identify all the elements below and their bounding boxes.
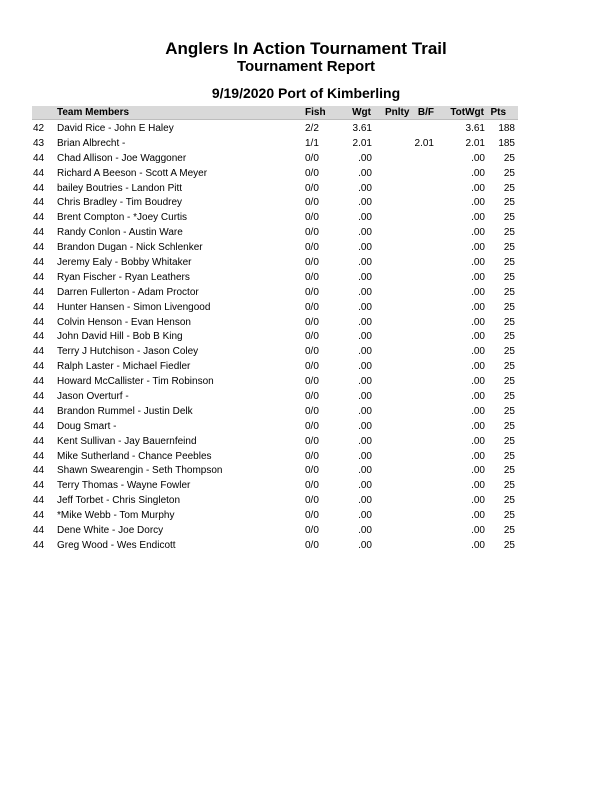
rank-cell: 44 <box>33 316 45 328</box>
rank-cell: 44 <box>33 286 45 298</box>
fish-cell: 0/0 <box>305 405 319 417</box>
total-weight-cell: .00 <box>471 167 485 179</box>
team-members-cell: David Rice - John E Haley <box>57 123 174 134</box>
header-team-members: Team Members <box>57 107 130 118</box>
weight-cell: .00 <box>358 465 372 477</box>
weight-cell: .00 <box>358 510 372 522</box>
weight-cell: .00 <box>358 346 372 358</box>
points-cell: 25 <box>503 361 515 373</box>
team-members-cell: Colvin Henson - Evan Henson <box>57 316 191 328</box>
table-row <box>32 271 518 286</box>
total-weight-cell: .00 <box>471 539 485 551</box>
event-title: 9/19/2020 Port of Kimberling <box>211 85 401 101</box>
rank-cell: 44 <box>33 227 45 239</box>
points-cell: 25 <box>503 405 515 417</box>
fish-cell: 0/0 <box>305 435 319 447</box>
total-weight-cell: .00 <box>471 525 485 537</box>
fish-cell: 1/1 <box>305 137 319 149</box>
total-weight-cell: .00 <box>471 271 485 283</box>
fish-cell: 0/0 <box>305 495 319 507</box>
points-cell: 25 <box>503 271 515 283</box>
rank-cell: 44 <box>33 361 45 373</box>
rank-cell: 44 <box>33 480 45 492</box>
rank-cell: 44 <box>33 331 45 343</box>
weight-cell: .00 <box>358 376 372 388</box>
total-weight-cell: .00 <box>471 301 485 313</box>
weight-cell: .00 <box>358 435 372 447</box>
total-weight-cell: .00 <box>471 361 485 373</box>
fish-cell: 0/0 <box>305 346 319 358</box>
points-cell: 25 <box>503 391 515 403</box>
points-cell: 25 <box>503 301 515 313</box>
table-row <box>32 479 518 494</box>
total-weight-cell: .00 <box>471 495 485 507</box>
table-row <box>32 494 518 509</box>
total-weight-cell: .00 <box>471 465 485 477</box>
points-cell: 25 <box>503 227 515 239</box>
total-weight-cell: .00 <box>471 257 485 269</box>
team-members-cell: Randy Conlon - Austin Ware <box>57 227 183 239</box>
table-row <box>32 316 518 331</box>
table-row <box>32 450 518 465</box>
team-members-cell: Ralph Laster - Michael Fiedler <box>57 361 191 373</box>
weight-cell: .00 <box>358 227 372 239</box>
rank-cell: 44 <box>33 152 45 164</box>
team-members-cell: Chris Bradley - Tim Boudrey <box>57 197 183 209</box>
table-row <box>32 256 518 271</box>
header-fish: Fish <box>305 107 326 118</box>
rank-cell: 44 <box>33 346 45 358</box>
table-row <box>32 524 518 539</box>
total-weight-cell: .00 <box>471 152 485 164</box>
rank-cell: 44 <box>33 167 45 179</box>
table-row <box>32 137 518 152</box>
report-title: Tournament Report <box>236 58 376 75</box>
weight-cell: 3.61 <box>352 123 372 134</box>
total-weight-cell: .00 <box>471 212 485 224</box>
total-weight-cell: .00 <box>471 391 485 403</box>
rank-cell: 44 <box>33 450 45 462</box>
weight-cell: .00 <box>358 167 372 179</box>
fish-cell: 0/0 <box>305 286 319 298</box>
rank-cell: 44 <box>33 376 45 388</box>
weight-cell: .00 <box>358 257 372 269</box>
weight-cell: .00 <box>358 391 372 403</box>
weight-cell: .00 <box>358 361 372 373</box>
total-weight-cell: .00 <box>471 316 485 328</box>
table-row <box>32 420 518 435</box>
weight-cell: .00 <box>358 331 372 343</box>
points-cell: 25 <box>503 465 515 477</box>
table-row <box>32 241 518 256</box>
points-cell: 25 <box>503 435 515 447</box>
weight-cell: .00 <box>358 405 372 417</box>
points-cell: 25 <box>503 212 515 224</box>
rank-cell: 44 <box>33 212 45 224</box>
rank-cell: 42 <box>33 123 45 134</box>
points-cell: 25 <box>503 242 515 254</box>
team-members-cell: Brandon Rummel - Justin Delk <box>57 405 193 417</box>
total-weight-cell: .00 <box>471 405 485 417</box>
rank-cell: 44 <box>33 495 45 507</box>
weight-cell: .00 <box>358 271 372 283</box>
header-pnlty: Pnlty <box>385 107 410 118</box>
table-row <box>32 211 518 226</box>
team-members-cell: Brian Albrecht - <box>57 137 126 149</box>
total-weight-cell: .00 <box>471 480 485 492</box>
weight-cell: 2.01 <box>352 137 372 149</box>
total-weight-cell: .00 <box>471 510 485 522</box>
fish-cell: 0/0 <box>305 361 319 373</box>
team-members-cell: bailey Boutries - Landon Pitt <box>57 182 183 194</box>
team-members-cell: Greg Wood - Wes Endicott <box>57 539 176 551</box>
points-cell: 25 <box>503 480 515 492</box>
team-members-cell: Jason Overturf - <box>57 391 129 403</box>
total-weight-cell: .00 <box>471 197 485 209</box>
weight-cell: .00 <box>358 480 372 492</box>
fish-cell: 0/0 <box>305 212 319 224</box>
weight-cell: .00 <box>358 212 372 224</box>
fish-cell: 0/0 <box>305 525 319 537</box>
points-cell: 25 <box>503 420 515 432</box>
fish-cell: 0/0 <box>305 480 319 492</box>
team-members-cell: Kent Sullivan - Jay Bauernfeind <box>57 435 197 447</box>
table-row <box>32 360 518 375</box>
total-weight-cell: 3.61 <box>465 123 485 134</box>
team-members-cell: Doug Smart - <box>57 420 117 432</box>
table-row <box>32 152 518 167</box>
points-cell: 25 <box>503 525 515 537</box>
weight-cell: .00 <box>358 301 372 313</box>
team-members-cell: Brent Compton - *Joey Curtis <box>57 212 188 224</box>
weight-cell: .00 <box>358 316 372 328</box>
total-weight-cell: .00 <box>471 346 485 358</box>
total-weight-cell: .00 <box>471 376 485 388</box>
fish-cell: 0/0 <box>305 510 319 522</box>
team-members-cell: Terry Thomas - Wayne Fowler <box>57 480 191 492</box>
team-members-cell: Howard McCallister - Tim Robinson <box>57 376 214 388</box>
header-wgt: Wgt <box>352 107 371 118</box>
fish-cell: 0/0 <box>305 227 319 239</box>
points-cell: 25 <box>503 167 515 179</box>
table-row <box>32 390 518 405</box>
fish-cell: 0/0 <box>305 539 319 551</box>
fish-cell: 0/0 <box>305 331 319 343</box>
weight-cell: .00 <box>358 525 372 537</box>
points-cell: 25 <box>503 331 515 343</box>
points-cell: 25 <box>503 346 515 358</box>
total-weight-cell: .00 <box>471 182 485 194</box>
fish-cell: 0/0 <box>305 316 319 328</box>
total-weight-cell: .00 <box>471 331 485 343</box>
table-row <box>32 435 518 450</box>
fish-cell: 0/0 <box>305 376 319 388</box>
fish-cell: 0/0 <box>305 420 319 432</box>
table-row <box>32 345 518 360</box>
table-row <box>32 330 518 345</box>
table-row <box>32 226 518 241</box>
fish-cell: 0/0 <box>305 271 319 283</box>
team-members-cell: Darren Fullerton - Adam Proctor <box>57 286 199 298</box>
points-cell: 185 <box>498 137 515 149</box>
team-members-cell: *Mike Webb - Tom Murphy <box>57 510 175 522</box>
rank-cell: 44 <box>33 301 45 313</box>
weight-cell: .00 <box>358 242 372 254</box>
rank-cell: 44 <box>33 510 45 522</box>
points-cell: 25 <box>503 495 515 507</box>
rank-cell: 43 <box>33 137 45 149</box>
team-members-cell: Jeremy Ealy - Bobby Whitaker <box>57 257 192 269</box>
points-cell: 25 <box>503 450 515 462</box>
rank-cell: 44 <box>33 435 45 447</box>
points-cell: 25 <box>503 182 515 194</box>
fish-cell: 0/0 <box>305 301 319 313</box>
table-row <box>32 405 518 420</box>
team-members-cell: Jeff Torbet - Chris Singleton <box>57 495 181 507</box>
total-weight-cell: .00 <box>471 242 485 254</box>
team-members-cell: Ryan Fischer - Ryan Leathers <box>57 271 190 283</box>
points-cell: 25 <box>503 376 515 388</box>
weight-cell: .00 <box>358 450 372 462</box>
fish-cell: 0/0 <box>305 391 319 403</box>
header-pts: Pts <box>490 107 506 118</box>
fish-cell: 0/0 <box>305 257 319 269</box>
weight-cell: .00 <box>358 495 372 507</box>
fish-cell: 0/0 <box>305 197 319 209</box>
fish-cell: 0/0 <box>305 152 319 164</box>
table-row <box>32 375 518 390</box>
rank-cell: 44 <box>33 271 45 283</box>
total-weight-cell: .00 <box>471 286 485 298</box>
team-members-cell: Shawn Swearengin - Seth Thompson <box>57 465 223 477</box>
team-members-cell: Chad Allison - Joe Waggoner <box>57 152 187 164</box>
points-cell: 25 <box>503 316 515 328</box>
table-row <box>32 301 518 316</box>
rank-cell: 44 <box>33 539 45 551</box>
table-row <box>32 509 518 524</box>
table-row <box>32 539 518 554</box>
rank-cell: 44 <box>33 405 45 417</box>
team-members-cell: Terry J Hutchison - Jason Coley <box>57 346 199 358</box>
table-row <box>32 464 518 479</box>
header-bf: B/F <box>417 107 434 118</box>
points-cell: 25 <box>503 286 515 298</box>
table-row <box>32 167 518 182</box>
points-cell: 25 <box>503 539 515 551</box>
total-weight-cell: .00 <box>471 420 485 432</box>
team-members-cell: Dene White - Joe Dorcy <box>57 525 164 537</box>
weight-cell: .00 <box>358 197 372 209</box>
table-row <box>32 286 518 301</box>
weight-cell: .00 <box>358 182 372 194</box>
rank-cell: 44 <box>33 525 45 537</box>
fish-cell: 0/0 <box>305 242 319 254</box>
weight-cell: .00 <box>358 539 372 551</box>
rank-cell: 44 <box>33 391 45 403</box>
team-members-cell: Mike Sutherland - Chance Peebles <box>57 450 212 462</box>
fish-cell: 0/0 <box>305 167 319 179</box>
fish-cell: 2/2 <box>305 123 319 134</box>
points-cell: 25 <box>503 510 515 522</box>
total-weight-cell: .00 <box>471 435 485 447</box>
results-table-body <box>32 122 518 554</box>
points-cell: 25 <box>503 257 515 269</box>
header-divider <box>32 119 518 120</box>
rank-cell: 44 <box>33 197 45 209</box>
fish-cell: 0/0 <box>305 465 319 477</box>
header-totwgt: TotWgt <box>450 107 484 118</box>
team-members-cell: Hunter Hansen - Simon Livengood <box>57 301 211 313</box>
table-row <box>32 182 518 197</box>
weight-cell: .00 <box>358 420 372 432</box>
weight-cell: .00 <box>358 286 372 298</box>
fish-cell: 0/0 <box>305 450 319 462</box>
big-fish-cell: 2.01 <box>414 137 434 149</box>
team-members-cell: Richard A Beeson - Scott A Meyer <box>57 167 208 179</box>
points-cell: 25 <box>503 152 515 164</box>
rank-cell: 44 <box>33 182 45 194</box>
rank-cell: 44 <box>33 465 45 477</box>
total-weight-cell: 2.01 <box>465 137 485 149</box>
team-members-cell: Brandon Dugan - Nick Schlenker <box>57 242 203 254</box>
fish-cell: 0/0 <box>305 182 319 194</box>
team-members-cell: John David Hill - Bob B King <box>57 331 183 343</box>
rank-cell: 44 <box>33 257 45 269</box>
total-weight-cell: .00 <box>471 450 485 462</box>
table-header <box>32 106 518 119</box>
points-cell: 188 <box>498 123 515 134</box>
rank-cell: 44 <box>33 420 45 432</box>
table-row <box>32 122 518 137</box>
points-cell: 25 <box>503 197 515 209</box>
total-weight-cell: .00 <box>471 227 485 239</box>
rank-cell: 44 <box>33 242 45 254</box>
table-row <box>32 196 518 211</box>
weight-cell: .00 <box>358 152 372 164</box>
org-title: Anglers In Action Tournament Trail <box>165 39 447 58</box>
